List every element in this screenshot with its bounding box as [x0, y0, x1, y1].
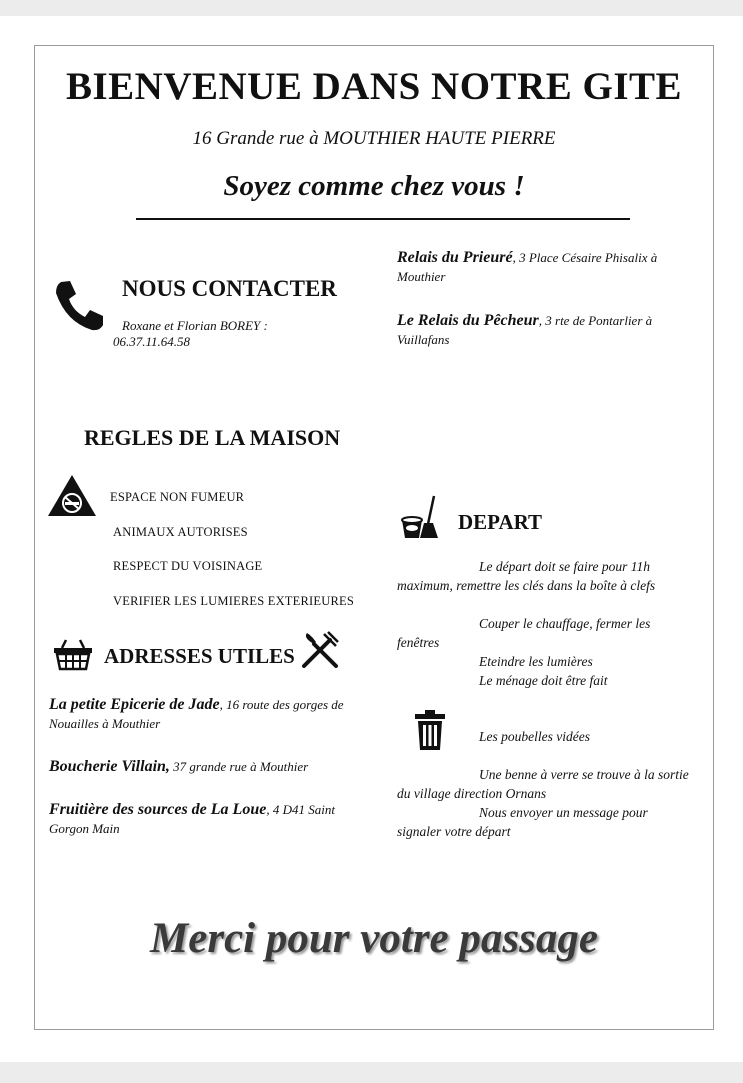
contact-phone: 06.37.11.64.58: [113, 334, 191, 349]
address-detail: 37 grande rue à Mouthier: [169, 759, 309, 774]
basket-icon: [53, 637, 93, 671]
departure-text: Le ménage doit être fait: [479, 673, 608, 688]
addresses-heading: ADRESSES UTILES: [104, 644, 295, 668]
address-entry: [49, 695, 344, 733]
rule-item: RESPECT DU VOISINAGE: [113, 559, 263, 573]
address-name: Fruitière des sources de La Loue: [49, 801, 267, 818]
address-entry: [397, 248, 702, 286]
phone-icon: [52, 279, 106, 333]
rules-heading: REGLES DE LA MAISON: [84, 425, 341, 450]
contact-heading: NOUS CONTACTER: [122, 276, 337, 301]
address-entry: [49, 757, 369, 776]
address-name: La petite Epicerie de Jade: [49, 696, 220, 713]
cleaning-icon: [398, 494, 442, 540]
address-detail: , 3 Place Césaire Phisalix à Mouthier: [397, 250, 658, 284]
departure-text: Eteindre les lumières: [479, 654, 593, 669]
contact-name: Roxane et Florian BOREY :: [122, 318, 268, 333]
address-entry: [397, 311, 702, 349]
rule-item: ESPACE NON FUMEUR: [110, 490, 245, 504]
departure-text: Couper le chauffage, fermer les fenêtres: [397, 616, 651, 650]
rule-item: ANIMAUX AUTORISES: [113, 525, 248, 539]
address-entry: [49, 800, 359, 838]
address-name: Relais du Prieuré: [397, 249, 513, 266]
motto: Soyez comme chez vous !: [223, 170, 525, 202]
departure-heading: DEPART: [458, 510, 543, 534]
departure-text: Le départ doit se faire pour 11h maximum, remettre les clés dans la boîte à clefs: [397, 559, 656, 593]
rule-item: VERIFIER LES LUMIERES EXTERIEURES: [113, 594, 354, 608]
header-divider: [136, 218, 630, 220]
departure-text: Les poubelles vidées: [479, 729, 590, 744]
thanks-message: Merci pour votre passage: [150, 915, 598, 962]
departure-text: Une benne à verre se trouve à la sortie du village direction Ornans: [397, 767, 689, 801]
trash-icon: [414, 709, 446, 751]
address-detail: , 4 D41 Saint Gorgon Main: [49, 802, 335, 836]
no-smoking-icon: [47, 474, 97, 518]
page-title: BIENVENUE DANS NOTRE GITE: [65, 65, 683, 108]
address-detail: , 3 rte de Pontarlier à Vuillafans: [397, 313, 653, 347]
address-name: Boucherie Villain,: [49, 758, 170, 775]
address-detail: , 16 route des gorges de Nouailles à Mouthier: [49, 697, 344, 731]
departure-text: Nous envoyer un message pour signaler votre départ: [397, 805, 648, 839]
gite-address: 16 Grande rue à MOUTHIER HAUTE PIERRE: [192, 128, 556, 149]
address-name: Le Relais du Pêcheur: [397, 312, 539, 329]
cutlery-icon: [300, 630, 340, 670]
